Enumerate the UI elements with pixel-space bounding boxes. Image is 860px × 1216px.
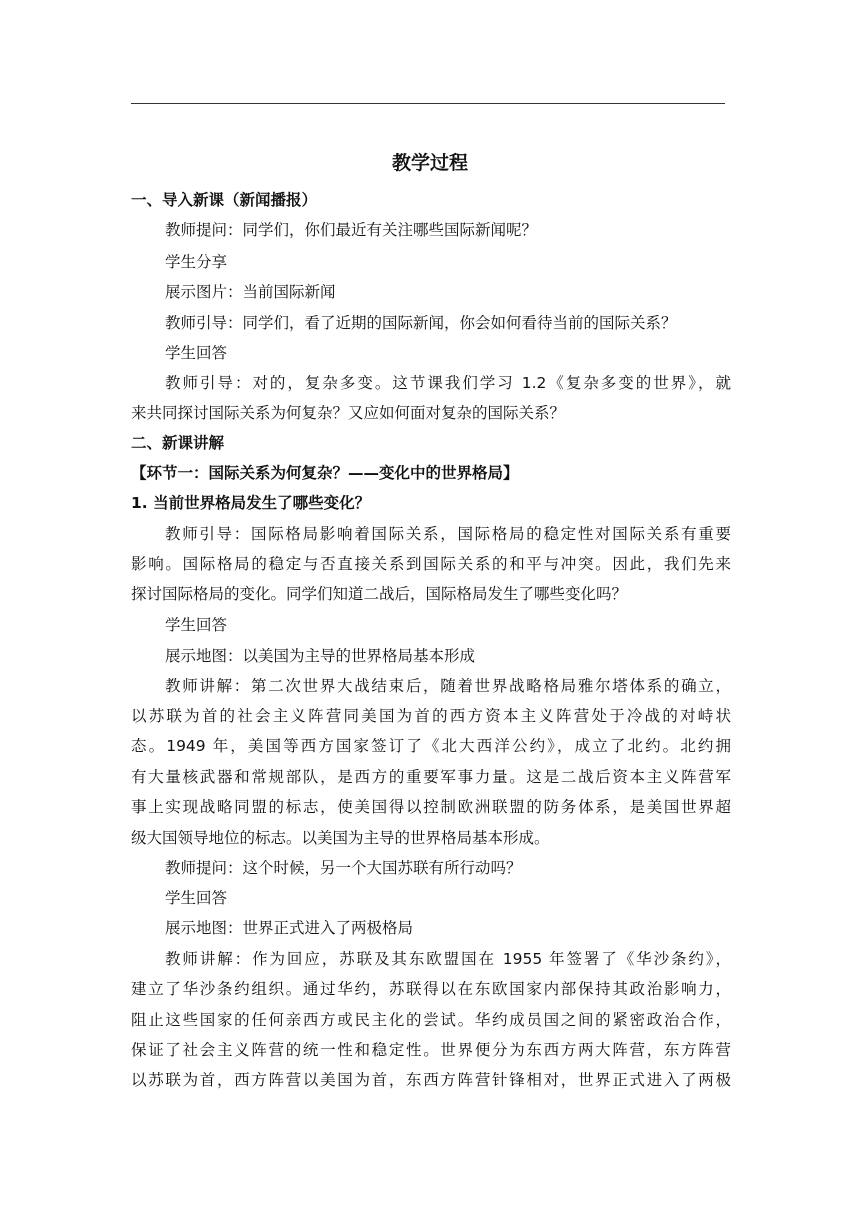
- paragraph-line: 保证了社会主义阵营的统一性和稳定性。世界便分为东西方两大阵营，东方阵营: [131, 1041, 731, 1059]
- paragraph-line: 阻止这些国家的任何亲西方或民主化的尝试。华约成员国之间的紧密政治合作，: [131, 1011, 731, 1029]
- paragraph-line: 教师引导：国际格局影响着国际关系，国际格局的稳定性对国际关系有重要: [165, 525, 731, 543]
- paragraph-line: 探讨国际格局的变化。同学们知道二战后，国际格局发生了哪些变化吗？: [131, 585, 628, 603]
- paragraph-line: 教师讲解：作为回应，苏联及其东欧盟国在 1955 年签署了《华沙条约》，: [165, 950, 731, 968]
- paragraph-line: 建立了华沙条约组织。通过华约，苏联得以在东欧国家内部保持其政治影响力，: [131, 980, 731, 998]
- section-heading-lesson: 二、新课讲解: [131, 434, 225, 452]
- paragraph-line: 有大量核武器和常规部队，是西方的重要军事力量。这是二战后资本主义阵营军: [131, 768, 731, 786]
- paragraph-line: 展示图片：当前国际新闻: [165, 283, 336, 301]
- paragraph-line: 学生回答: [165, 344, 228, 362]
- paragraph-line: 教师提问：同学们，你们最近有关注哪些国际新闻呢？: [165, 221, 538, 239]
- paragraph-line: 来共同探讨国际关系为何复杂？又应如何面对复杂的国际关系？: [131, 404, 566, 422]
- paragraph-line: 以苏联为首，西方阵营以美国为首，东西方阵营针锋相对，世界正式进入了两极: [131, 1071, 731, 1089]
- paragraph-line: 展示地图：世界正式进入了两极格局: [165, 919, 414, 937]
- paragraph-line: 学生分享: [165, 253, 228, 271]
- question-heading: 1. 当前世界格局发生了哪些变化？: [131, 494, 371, 512]
- section-heading-intro: 一、导入新课（新闻播报）: [131, 191, 318, 209]
- paragraph-line: 教师讲解：第二次世界大战结束后，随着世界战略格局雅尔塔体系的确立，: [165, 677, 731, 695]
- paragraph-line: 教师提问：这个时候，另一个大国苏联有所行动吗？: [165, 859, 522, 877]
- paragraph-line: 以苏联为首的社会主义阵营同美国为首的西方资本主义阵营处于冷战的对峙状: [131, 707, 731, 725]
- paragraph-line: 态。1949 年，美国等西方国家签订了《北大西洋公约》，成立了北约。北约拥: [131, 737, 731, 755]
- subsection-heading: 【环节一：国际关系为何复杂？——变化中的世界格局】: [131, 464, 519, 482]
- paragraph-line: 学生回答: [165, 616, 228, 634]
- page-title: 教学过程: [391, 152, 468, 174]
- paragraph-line: 事上实现战略同盟的标志，使美国得以控制欧洲联盟的防务体系，是美国世界超: [131, 798, 731, 816]
- paragraph-line: 教师引导：同学们，看了近期的国际新闻，你会如何看待当前的国际关系？: [165, 314, 677, 332]
- header-rule: [131, 103, 725, 104]
- paragraph-line: 学生回答: [165, 889, 228, 907]
- paragraph-line: 展示地图：以美国为主导的世界格局基本形成: [165, 647, 476, 665]
- paragraph-line: 级大国领导地位的标志。以美国为主导的世界格局基本形成。: [131, 829, 550, 847]
- paragraph-line: 教师引导：对的，复杂多变。这节课我们学习 1.2《复杂多变的世界》，就: [165, 374, 731, 392]
- paragraph-line: 影响。国际格局的稳定与否直接关系到国际关系的和平与冲突。因此，我们先来: [131, 555, 731, 573]
